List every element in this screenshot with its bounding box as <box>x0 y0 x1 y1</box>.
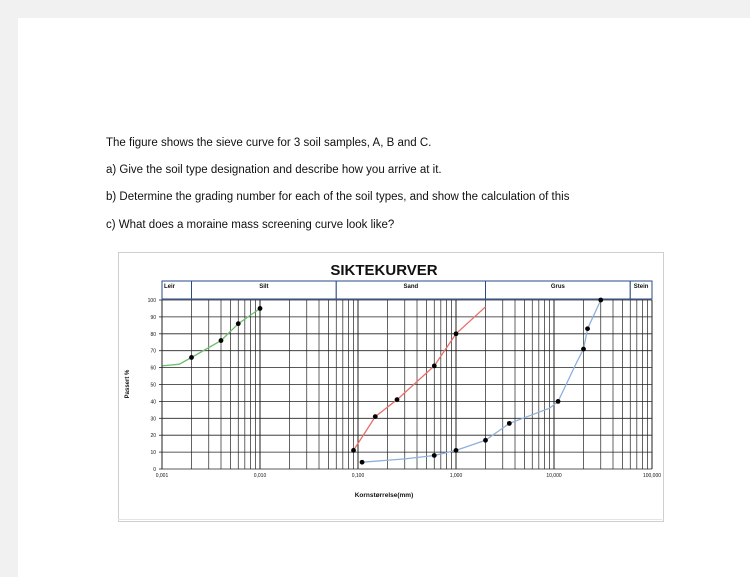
figure-bottom-rule <box>118 519 662 520</box>
series-line-c <box>362 300 601 462</box>
y-tick-label: 20 <box>150 433 156 440</box>
data-point-a <box>236 321 241 326</box>
data-point-c <box>432 453 437 458</box>
data-point-c <box>598 298 603 303</box>
y-tick-label: 100 <box>147 298 156 304</box>
y-tick-label: 70 <box>150 348 156 355</box>
y-tick-label: 30 <box>150 416 156 423</box>
fraction-label: Sand <box>403 284 419 290</box>
y-tick-label: 80 <box>150 331 156 338</box>
data-point-b <box>351 448 356 453</box>
x-tick-label: 100,000 <box>642 473 662 479</box>
data-point-c <box>585 326 590 331</box>
data-point-c <box>360 460 365 465</box>
data-point-b <box>395 397 400 402</box>
x-tick-label: 0,001 <box>155 473 169 479</box>
question-intro: The figure shows the sieve curve for 3 soil samples, A, B and C. <box>106 137 432 149</box>
x-tick-label: 1,000 <box>449 473 463 479</box>
sieve-curve-chart <box>119 253 663 521</box>
y-tick-label: 90 <box>150 314 156 321</box>
series-line-b <box>354 307 486 451</box>
y-tick-label: 0 <box>153 467 156 473</box>
y-tick-label: 10 <box>150 450 156 457</box>
y-axis-label: Passert % <box>125 369 131 399</box>
question-c: c) What does a moraine mass screening curve look like? <box>106 219 395 231</box>
x-axis-label: Kornstørrelse(mm) <box>354 492 414 499</box>
fraction-label: Leir <box>164 284 176 290</box>
y-tick-label: 60 <box>150 365 156 372</box>
data-point-b <box>454 331 459 336</box>
fraction-label: Grus <box>550 284 565 290</box>
y-tick-label: 50 <box>150 382 156 389</box>
data-point-c <box>581 347 586 352</box>
fraction-label: Silt <box>259 284 269 290</box>
question-b: b) Determine the grading number for each of the soil types, and show the calculation of this <box>106 191 570 203</box>
data-point-c <box>556 399 561 404</box>
question-a: a) Give the soil type designation and describe how you arrive at it. <box>106 164 442 176</box>
data-point-a <box>258 306 263 311</box>
fraction-label: Stein <box>633 284 649 290</box>
data-point-b <box>432 364 437 369</box>
data-point-c <box>507 421 512 426</box>
data-point-a <box>219 338 224 343</box>
data-point-c <box>483 438 488 443</box>
data-point-c <box>454 448 459 453</box>
data-point-a <box>189 355 194 360</box>
sieve-curve-figure <box>118 252 664 522</box>
chart-title: SIKTEKURVER <box>330 262 438 279</box>
x-tick-label: 10,000 <box>546 473 562 479</box>
x-tick-label: 0,100 <box>351 473 365 479</box>
y-tick-label: 40 <box>150 399 156 406</box>
x-tick-label: 0,010 <box>253 473 267 479</box>
data-point-b <box>373 414 378 419</box>
